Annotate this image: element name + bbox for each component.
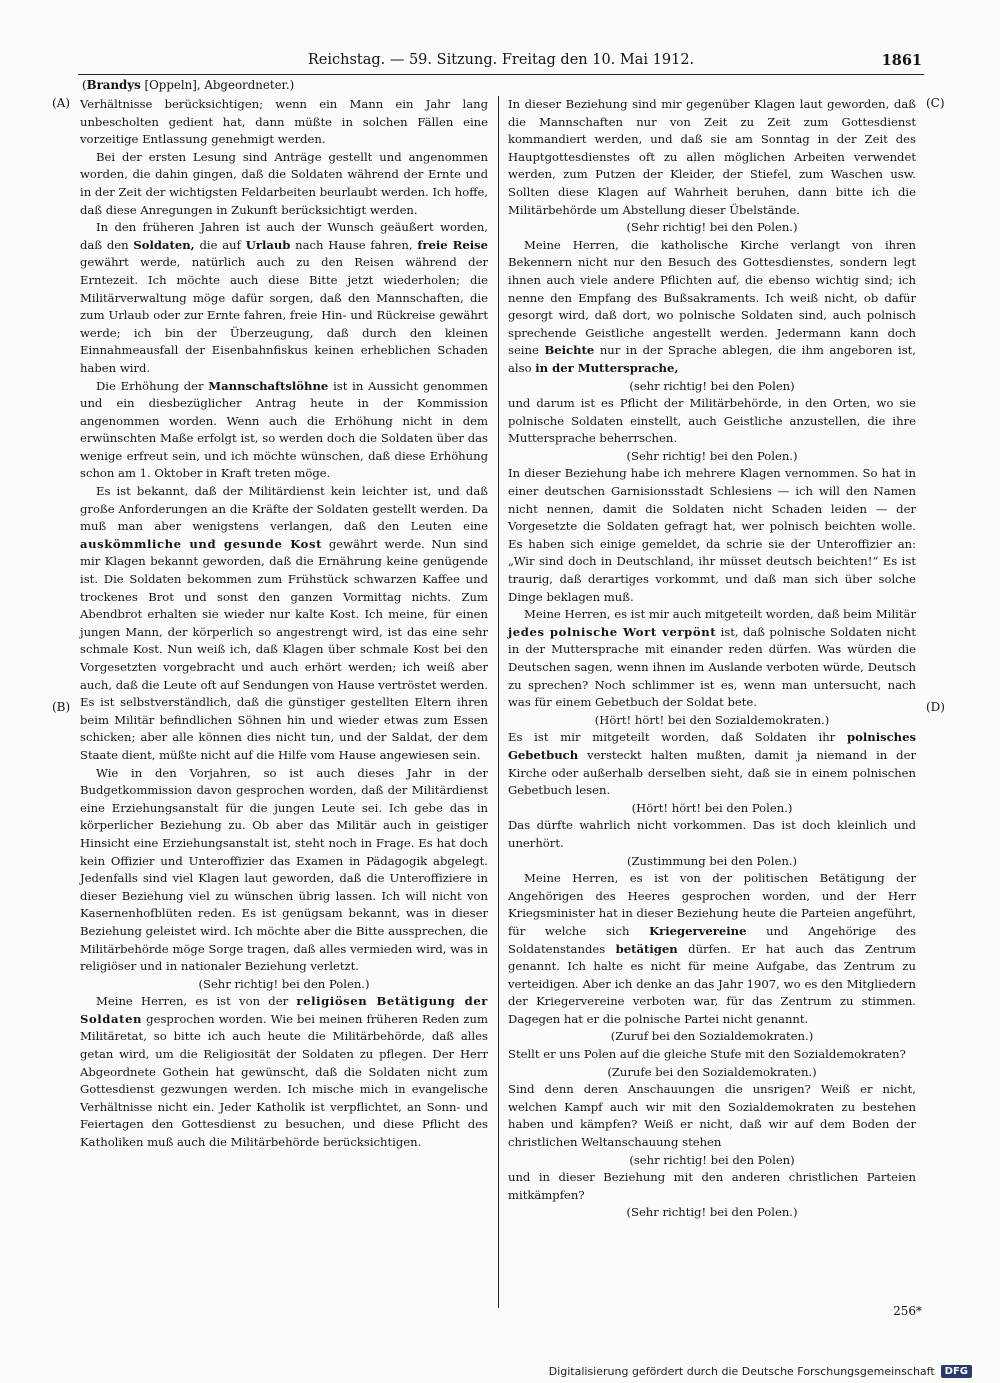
running-title: Reichstag. — 59. Sitzung. Freitag den 10. Mai 1912.	[307, 52, 695, 68]
margin-marker-b: (B)	[52, 700, 71, 714]
paragraph: und in dieser Beziehung mit den anderen christlichen Parteien mitkämpfen?	[508, 1170, 916, 1202]
running-header	[78, 48, 924, 72]
interjection: (Zurufe bei den Sozialdemokraten.)	[607, 1064, 817, 1079]
paragraph: Sind denn deren Anschauungen die unsrigen? Weiß er nicht, welchen Kampf auch wir mit den Sozialdemokraten zu bestehen haben und kämpfen? Weiß er nicht, daß wir auf dem Boden der christlichen Weltanschauung stehen	[508, 1082, 916, 1150]
emphasis: religiösen Betätigung der Soldaten	[80, 994, 488, 1026]
sheet-mark: 256*	[893, 1304, 922, 1318]
interjection: (sehr richtig! bei den Polen)	[629, 1152, 795, 1167]
emphasis: polnisches Gebetbuch	[508, 730, 917, 762]
paragraph: Meine Herren, es ist von der politischen Betätigung der Angehörigen des Heeres gesprochen worden, und der Herr Kriegsminister hat in dieser Beziehung heute die Parteien angeführt, für welche sich Kriegervereine und Angehörige des Soldatenstandes betätigen dürfen. Er hat auch das Zentrum genannt. Ich halte es nicht für meine Aufgabe, das Zentrum zu verteidigen. Aber ich denke an das Jahr 1907, wo es den Mitgliedern der Kriegervereine verboten war, für das Zentrum zu stimmen. Dagegen hat er die polnische Partei nicht genannt.	[508, 871, 917, 1026]
emphasis: Soldaten,	[133, 237, 195, 252]
paragraph: und darum ist es Pflicht der Militärbehörde, in den Orten, wo sie polnische Soldaten einstellt, auch Geistliche anzustellen, die ihre Muttersprache beherrschen.	[508, 396, 916, 446]
paragraph: Meine Herren, es ist mir auch mitgeteilt worden, daß beim Militär jedes polnische Wort verpönt ist, daß polnische Soldaten nicht in der Muttersprache mit einander reden dürfen. Was würden die Deutschen sagen, wenn ihnen im Auslande verboten würde, Deutsch zu sprechen? Noch schlimmer ist es, wenn man untersucht, nach was für einem Gebetbuch der Soldat bete.	[508, 607, 917, 710]
paragraph: Es ist bekannt, daß der Militärdienst kein leichter ist, und daß große Anforderungen an die Kräfte der Soldaten gestellt werden. Da muß man aber wenigstens verlangen, daß den Leuten eine auskömmliche und gesunde Kost gewährt werde. Nun sind mir Klagen bekannt geworden, daß die Ernährung keine genügende ist. Die Soldaten bekommen zum Frühstück schwarzen Kaffee und trockenes Brot und sonst den ganzen Vormittag nichts. Zum Abendbrot erhalten sie wieder nur kalte Kost. Ich meine, für einen jungen Mann, der körperlich so angestrengt wird, ist das eine sehr schmale Kost. Nun weiß ich, daß Klagen über schmale Kost bei den Vorgesetzten vorgebracht und auch erhört werden; ich weiß aber auch, daß die Leute oft auf Sendungen von Hause vertröstet werden. Es ist selbstverständlich, daß die günstiger gestellten Eltern ihren beim Militär befindlichen Söhnen hin und wieder etwas zum Essen schicken; aber alle können dies nicht tun, und der Saldat, der dem Staate dient, müßte nicht auf die Hilfe vom Hause angewiesen sein.	[80, 484, 488, 762]
speaker-name: Brandys	[86, 78, 141, 92]
column-divider	[498, 96, 499, 1308]
interjection: (Sehr richtig! bei den Polen.)	[626, 220, 798, 235]
footer-text: Digitalisierung gefördert durch die Deutsche Forschungsgemeinschaft	[548, 1364, 935, 1378]
page-number: 1861	[881, 52, 922, 69]
footer-credit	[549, 1363, 972, 1379]
emphasis: Kriegervereine	[649, 923, 747, 938]
interjection: (Sehr richtig! bei den Polen.)	[198, 976, 370, 991]
emphasis: Urlaub	[245, 237, 291, 252]
paragraph: Meine Herren, es ist von der religiösen Betätigung der Soldaten gesprochen worden. Wie bei meinen früheren Reden zum Militäretat, so bitte ich auch heute die Militärbehörde, daß alles getan wird, um die Religiosität der Soldaten zu pflegen. Der Herr Abgeordnete Gothein hat gewünscht, daß die Soldaten nicht zum Gottesdienst gezwungen werden. Ich mische mich in evangelische Verhältnisse nicht ein. Jeder Katholik ist verpflichtet, an Sonn- und Feiertagen den Gottesdienst zu besuchen, und diese Pflicht des Katholiken muß auch die Militärbehörde berücksichtigen.	[80, 994, 489, 1150]
interjection: (Hört! hört! bei den Polen.)	[631, 800, 793, 815]
emphasis: jedes polnische Wort verpönt	[508, 624, 717, 639]
emphasis: betätigen	[615, 941, 678, 956]
left-column	[80, 96, 488, 1152]
interjection: (Zustimmung bei den Polen.)	[626, 853, 798, 868]
paragraph: Bei der ersten Lesung sind Anträge gestellt und angenommen worden, die dahin gingen, daß die Soldaten während der Ernte und in der Zeit der wichtigsten Feldarbeiten beurlaubt werden. Ich hoffe, daß diese Anregungen in Zukunft berücksichtigt werden.	[80, 149, 488, 217]
interjection: (sehr richtig! bei den Polen)	[629, 378, 795, 393]
emphasis: auskömmliche und gesunde Kost	[80, 536, 323, 551]
paragraph: In dieser Beziehung sind mir gegenüber Klagen laut geworden, daß die Mannschaften nur von Zeit zu Zeit zum Gottesdienst kommandiert werden, und daß sie am Sonntag in der Zeit des Hauptgottesdienstes oft zu allen möglichen Arbeiten verwendet werden, zum Putzen der Kleider, der Stiefel, zum Waschen usw. Sollten diese Klagen auf Wahrheit beruhen, dann bitte ich die Militärbehörde um Abstellung dieser Übelstände.	[508, 97, 916, 217]
paragraph: Verhältnisse berücksichtigen; wenn ein Mann ein Jahr lang unbescholten gedient hat, dann müßte in solchen Fällen eine vorzeitige Entlassung genehmigt werden.	[80, 97, 488, 147]
paragraph: In den früheren Jahren ist auch der Wunsch geäußert worden, daß den Soldaten, die auf Urlaub nach Hause fahren, freie Reise gewährt werde, natürlich auch zu den Reisen während der Erntezeit. Ich möchte auch diese Bitte jetzt wiederholen; die Militärverwaltung möge dafür sorgen, daß den Mannschaften, die zum Urlaub oder zur Ernte fahren, freie Hin- und Rückreise gewährt werde; ich bin der Überzeugung, daß durch den kleinen Einnahmeausfall der Eisenbahnfiskus keinen erheblichen Schaden haben wird.	[80, 220, 489, 375]
paragraph: Stellt er uns Polen auf die gleiche Stufe mit den Sozialdemokraten?	[508, 1047, 906, 1062]
paragraph: Es ist mir mitgeteilt worden, daß Soldaten ihr polnisches Gebetbuch versteckt halten mußten, damit ja niemand in der Kirche oder außerhalb derselben sieht, daß sie in einem polnischen Gebetbuch lesen.	[508, 730, 917, 798]
interjection: (Hört! hört! bei den Sozialdemokraten.)	[594, 712, 830, 727]
dfg-logo-icon: DFG	[941, 1365, 972, 1378]
header-rule	[78, 74, 924, 75]
paragraph: Die Erhöhung der Mannschaftslöhne ist in Aussicht genommen und ein diesbezüglicher Antrag heute in der Kommission angenommen worden. Wenn auch die Erhöhung nicht in dem erwünschten Maße erfolgt ist, so werden doch die Soldaten über das wenige erfreut sein, und ich möchte wünschen, daß diese Erhöhung schon am 1. Oktober in Kraft treten möge.	[80, 378, 488, 481]
interjection: (Sehr richtig! bei den Polen.)	[626, 448, 798, 463]
paragraph: Das dürfte wahrlich nicht vorkommen. Das ist doch kleinlich und unerhört.	[508, 818, 916, 850]
paragraph: In dieser Beziehung habe ich mehrere Klagen vernommen. So hat in einer deutschen Garnisionsstadt Schlesiens — ich will den Namen nicht nennen, damit die Soldaten nicht Schaden leiden — der Vorgesetzte die Soldaten gefragt hat, wer polnisch beichten wolle. Es haben sich einige gemeldet, da schrie sie der Unteroffizier an: „Wir sind doch in Deutschland, ihr müsset deutsch beichten!“ Es ist traurig, daß derartiges vorkommt, und daß man sich über solche Dinge beklagen muß.	[508, 466, 916, 604]
emphasis: freie Reise	[417, 237, 489, 252]
emphasis: in der Muttersprache,	[535, 360, 679, 375]
margin-marker-c: (C)	[926, 96, 945, 110]
speaker-line: (Brandys [Oppeln], Abgeordneter.)	[82, 78, 295, 92]
interjection: (Zuruf bei den Sozialdemokraten.)	[610, 1029, 814, 1044]
emphasis: Beichte	[544, 343, 595, 358]
paragraph: Wie in den Vorjahren, so ist auch dieses Jahr in der Budgetkommission davon gesprochen worden, daß der Militärdienst eine Erziehungsanstalt für die jungen Leute sei. Ich gebe das in körperlicher Beziehung zu. Ob aber das Militär auch in geistiger Hinsicht eine Erziehungsanstalt ist, steht noch in Frage. Es hat doch kein Offizier und Unteroffizier das Examen in Pädagogik abgelegt. Jedenfalls sind viel Klagen laut geworden, daß die Unteroffiziere in dieser Beziehung viel zu wünschen übrig lassen. Ich will nicht von Kasernenhofblüten reden. Es ist genügsam bekannt, was in dieser Beziehung geleistet wird. Ich möchte aber die Bitte aussprechen, die Militärbehörde möge Sorge tragen, daß alles vermieden wird, was in religiöser und in nationaler Beziehung verletzt.	[80, 765, 488, 974]
margin-marker-a: (A)	[52, 96, 71, 110]
margin-marker-d: (D)	[926, 700, 945, 714]
interjection: (Sehr richtig! bei den Polen.)	[626, 1205, 798, 1220]
paragraph: Meine Herren, die katholische Kirche verlangt von ihren Bekennern nicht nur den Besuch des Gottesdienstes, sondern legt ihnen auch viele andere Pflichten auf, die ebenso wichtig sind; ich nenne den Empfang des Bußsakraments. Ich weiß nicht, ob dafür gesorgt wird, daß dort, wo polnische Soldaten sind, auch polnisch sprechende Geistliche angestellt werden. Jedermann kann doch seine Beichte nur in der Sprache ablegen, die ihm angeboren ist, also in der Muttersprache,	[508, 237, 916, 375]
speaker-details: [Oppeln], Abgeordneter.)	[144, 78, 295, 92]
right-column	[508, 96, 916, 1222]
emphasis: Mannschaftslöhne	[208, 378, 329, 393]
